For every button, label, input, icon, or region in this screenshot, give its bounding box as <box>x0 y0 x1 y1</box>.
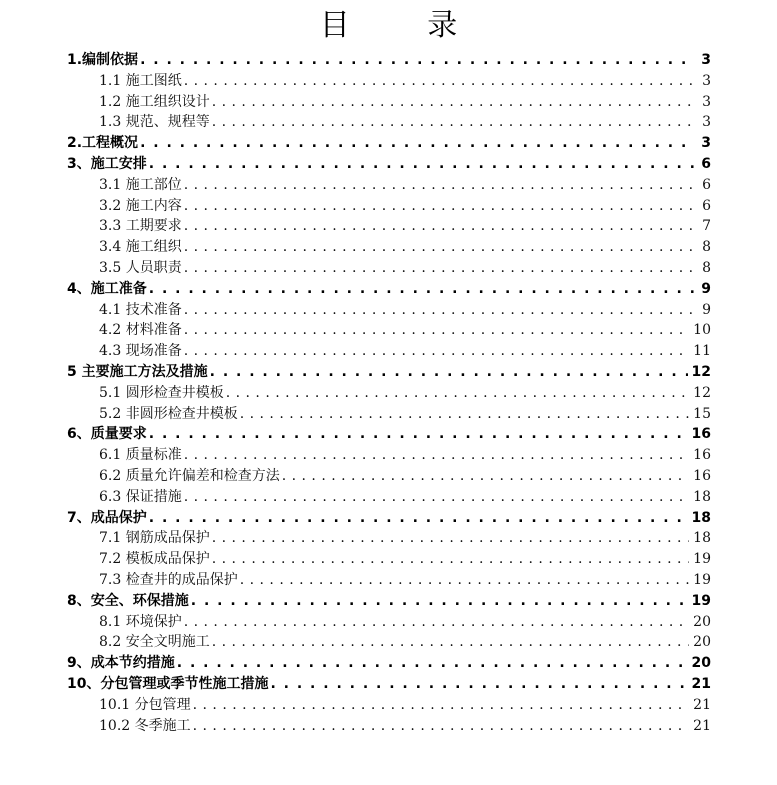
toc-page-number: 3 <box>701 135 711 152</box>
toc-entry-label: 2.工程概况 <box>67 135 139 152</box>
dot-leader <box>184 445 689 466</box>
dot-leader <box>149 279 695 300</box>
toc-entry-label: 8.2 安全文明施工 <box>99 634 210 651</box>
dot-leader <box>210 362 688 383</box>
toc-subsection-entry[interactable] <box>67 71 711 92</box>
dot-leader <box>149 424 688 445</box>
toc-entry-label: 3.5 人员职责 <box>99 259 182 276</box>
toc-subsection-entry[interactable] <box>67 632 711 653</box>
toc-entry-label: 7.1 钢筋成品保护 <box>99 530 210 547</box>
toc-page-number: 8 <box>702 259 711 276</box>
toc-entry-label: 5 主要施工方法及措施 <box>67 363 208 380</box>
toc-section-entry[interactable] <box>67 362 711 383</box>
dot-leader <box>226 383 689 404</box>
toc-entry-label: 4.3 现场准备 <box>99 343 182 360</box>
toc-page-number: 19 <box>691 592 711 609</box>
toc-entry-label: 9、成本节约措施 <box>67 655 175 672</box>
toc-page-number: 7 <box>702 218 711 235</box>
toc-page-number: 12 <box>691 363 711 380</box>
toc-subsection-entry[interactable] <box>67 216 711 237</box>
dot-leader <box>177 653 688 674</box>
dot-leader <box>184 237 695 258</box>
toc-page-number: 16 <box>693 447 711 464</box>
toc-page-number: 20 <box>691 655 711 672</box>
dot-leader <box>212 92 695 113</box>
toc-entry-label: 7.2 模板成品保护 <box>99 551 210 568</box>
dot-leader <box>240 570 689 591</box>
toc-page-number: 21 <box>693 696 711 713</box>
dot-leader <box>270 674 687 695</box>
toc-page-number: 3 <box>702 93 711 110</box>
dot-leader <box>193 695 690 716</box>
dot-leader <box>140 133 695 154</box>
toc-entry-label: 5.2 非圆形检查井模板 <box>99 405 238 422</box>
toc-entry-label: 10、分包管理或季节性施工措施 <box>67 675 269 692</box>
toc-subsection-entry[interactable] <box>67 300 711 321</box>
dot-leader <box>191 591 688 612</box>
dot-leader <box>184 300 695 321</box>
toc-page-number: 3 <box>702 114 711 131</box>
toc-entry-label: 1.1 施工图纸 <box>99 72 182 89</box>
toc-page-number: 20 <box>693 613 711 630</box>
toc-section-entry[interactable] <box>67 653 711 674</box>
toc-page-number: 12 <box>693 384 711 401</box>
toc-page-number: 21 <box>693 717 711 734</box>
toc-page-number: 11 <box>693 343 711 360</box>
dot-leader <box>184 612 689 633</box>
page-title: 目 录 <box>319 8 492 43</box>
toc-entry-label: 1.3 规范、规程等 <box>99 114 210 131</box>
toc-subsection-entry[interactable] <box>67 445 711 466</box>
toc-subsection-entry[interactable] <box>67 383 711 404</box>
toc-entry-label: 3.3 工期要求 <box>99 218 182 235</box>
toc-page-number: 15 <box>693 405 711 422</box>
toc-subsection-entry[interactable] <box>67 320 711 341</box>
toc-page-number: 10 <box>693 322 711 339</box>
toc-section-entry[interactable] <box>67 591 711 612</box>
toc-page-number: 6 <box>702 176 711 193</box>
dot-leader <box>193 716 690 737</box>
toc-subsection-entry[interactable] <box>67 549 711 570</box>
toc-subsection-entry[interactable] <box>67 237 711 258</box>
toc-section-entry[interactable] <box>67 279 711 300</box>
toc-section-entry[interactable] <box>67 674 711 695</box>
toc-section-entry[interactable] <box>67 50 711 71</box>
toc-entry-label: 4、施工准备 <box>67 280 147 297</box>
dot-leader <box>184 487 689 508</box>
toc-subsection-entry[interactable] <box>67 528 711 549</box>
dot-leader <box>212 528 689 549</box>
toc-entry-label: 1.编制依据 <box>67 52 139 68</box>
toc-subsection-entry[interactable] <box>67 404 711 425</box>
toc-entry-label: 3.4 施工组织 <box>99 239 182 256</box>
toc-page-number: 18 <box>693 488 711 505</box>
toc-entry-label: 3.1 施工部位 <box>99 176 182 193</box>
dot-leader <box>184 175 695 196</box>
toc-subsection-entry[interactable] <box>67 112 711 133</box>
dot-leader <box>149 154 695 175</box>
dot-leader <box>184 258 695 279</box>
toc-section-entry[interactable] <box>67 133 711 154</box>
toc-subsection-entry[interactable] <box>67 196 711 217</box>
toc-subsection-entry[interactable] <box>67 466 711 487</box>
toc-entry-label: 6.1 质量标准 <box>99 447 182 464</box>
toc-page-number: 21 <box>691 675 711 692</box>
toc-entry-label: 6.3 保证措施 <box>99 488 182 505</box>
toc-page-number: 6 <box>701 155 711 172</box>
toc-subsection-entry[interactable] <box>67 716 711 737</box>
toc-page-number: 18 <box>693 530 711 547</box>
dot-leader <box>184 71 695 92</box>
dot-leader <box>184 320 689 341</box>
toc-subsection-entry[interactable] <box>67 341 711 362</box>
toc-entry-label: 7.3 检查井的成品保护 <box>99 571 238 588</box>
toc-entry-label: 6、质量要求 <box>67 426 147 443</box>
toc-page-number: 3 <box>701 52 711 68</box>
toc-entry-label: 5.1 圆形检查井模板 <box>99 384 224 401</box>
toc-page-number: 9 <box>701 280 711 297</box>
dot-leader <box>184 341 689 362</box>
dot-leader <box>140 50 695 71</box>
dot-leader <box>212 632 689 653</box>
toc-entry-label: 8、安全、环保措施 <box>67 592 189 609</box>
toc-section-entry[interactable] <box>67 508 711 529</box>
dot-leader <box>149 508 688 529</box>
toc-page-number: 20 <box>693 634 711 651</box>
toc-subsection-entry[interactable] <box>67 487 711 508</box>
dot-leader <box>212 112 695 133</box>
toc-entry-label: 10.2 冬季施工 <box>99 717 191 734</box>
toc-subsection-entry[interactable] <box>67 175 711 196</box>
toc-entry-label: 8.1 环境保护 <box>99 613 182 630</box>
toc-page-number: 19 <box>693 571 711 588</box>
dot-leader <box>240 404 689 425</box>
toc-subsection-entry[interactable] <box>67 92 711 113</box>
toc-entry-label: 4.2 材料准备 <box>99 322 182 339</box>
toc-page-number: 9 <box>702 301 711 318</box>
toc-entry-label: 3.2 施工内容 <box>99 197 182 214</box>
toc-page-number: 18 <box>691 509 711 526</box>
dot-leader <box>184 216 695 237</box>
toc-subsection-entry[interactable] <box>67 570 711 591</box>
toc-section-entry[interactable] <box>67 154 711 175</box>
toc-page-number: 16 <box>693 467 711 484</box>
toc-entry-label: 4.1 技术准备 <box>99 301 182 318</box>
toc-section-entry[interactable] <box>67 424 711 445</box>
toc-page-number: 3 <box>702 72 711 89</box>
toc-page-number: 16 <box>691 426 711 443</box>
dot-leader <box>184 196 695 217</box>
toc-page-number: 19 <box>693 551 711 568</box>
toc-subsection-entry[interactable] <box>67 612 711 633</box>
toc-entry-label: 7、成品保护 <box>67 509 147 526</box>
toc-page-number: 8 <box>702 239 711 256</box>
toc-entry-label: 6.2 质量允许偏差和检查方法 <box>99 467 280 484</box>
toc-subsection-entry[interactable] <box>67 258 711 279</box>
table-of-contents <box>67 50 711 736</box>
dot-leader <box>212 549 689 570</box>
dot-leader <box>282 466 689 487</box>
toc-page-number: 6 <box>702 197 711 214</box>
toc-entry-label: 1.2 施工组织设计 <box>99 93 210 110</box>
toc-entry-label: 3、施工安排 <box>67 155 147 172</box>
toc-subsection-entry[interactable] <box>67 695 711 716</box>
toc-entry-label: 10.1 分包管理 <box>99 696 191 713</box>
